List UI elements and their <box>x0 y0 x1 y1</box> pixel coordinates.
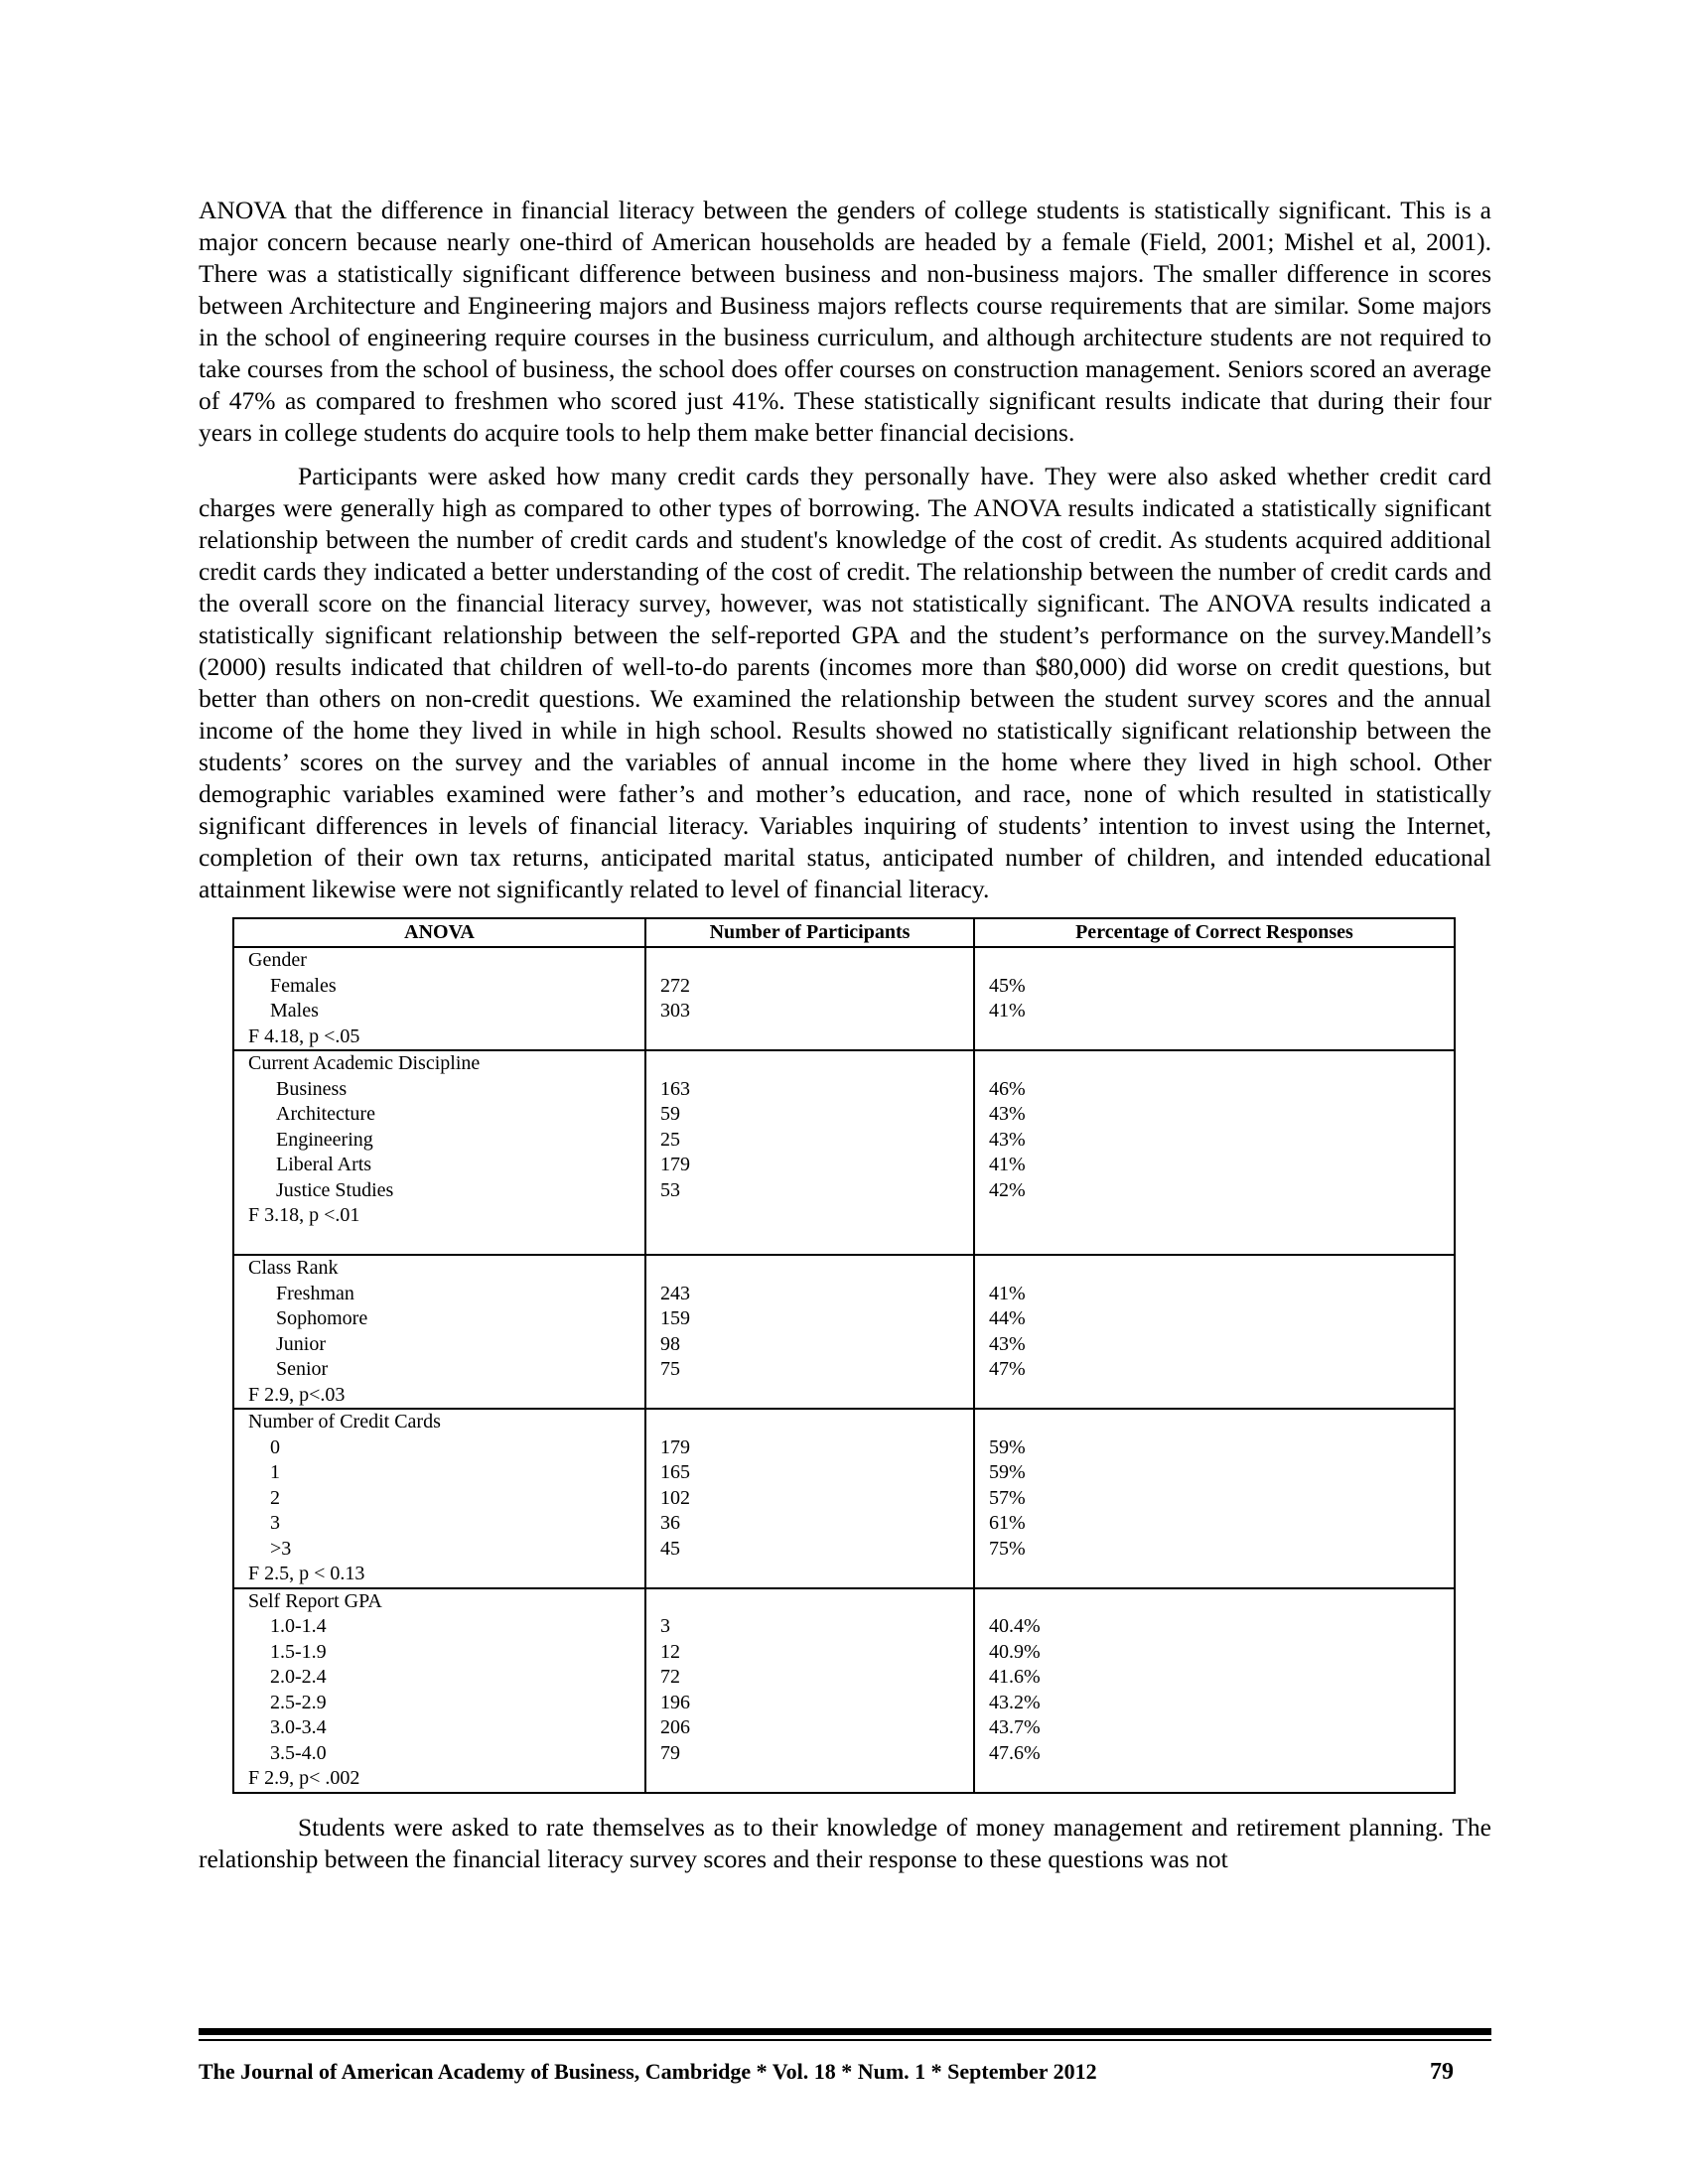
row-percentage: 43% <box>988 1332 1026 1355</box>
row-count: 72 <box>660 1666 681 1688</box>
row-label: 3 <box>270 1512 280 1534</box>
page-body <box>199 195 1491 1887</box>
group-title: Gender <box>248 949 307 971</box>
table-group-discipline <box>233 1050 1455 1255</box>
header-participants: Number of Participants <box>645 918 974 947</box>
table-group-gpa <box>233 1588 1455 1793</box>
header-percentage: Percentage of Correct Responses <box>974 918 1455 947</box>
row-percentage: 47% <box>988 1358 1026 1380</box>
row-percentage: 43.2% <box>988 1691 1041 1713</box>
row-label: Sophomore <box>276 1307 368 1329</box>
row-percentage: 57% <box>988 1486 1026 1509</box>
row-label: Females <box>270 974 337 997</box>
row-percentage: 43.7% <box>988 1716 1041 1738</box>
row-percentage: 40.4% <box>988 1615 1041 1637</box>
row-percentage: 61% <box>988 1512 1026 1534</box>
group-stat: F 2.5, p < 0.13 <box>248 1563 365 1584</box>
row-label: Justice Studies <box>276 1178 394 1201</box>
table-group-class-rank <box>233 1255 1455 1409</box>
row-count: 102 <box>660 1486 691 1509</box>
group-stat: F 2.9, p< .002 <box>248 1767 360 1789</box>
group-title: Current Academic Discipline <box>248 1052 481 1074</box>
row-count: 59 <box>660 1103 681 1125</box>
row-count: 25 <box>660 1128 681 1151</box>
row-count: 36 <box>660 1512 681 1534</box>
row-count: 163 <box>660 1077 691 1100</box>
row-label: 2 <box>270 1486 280 1509</box>
row-count: 206 <box>660 1716 691 1738</box>
row-label: Males <box>270 1000 319 1022</box>
row-count: 179 <box>660 1154 691 1175</box>
row-percentage: 59% <box>988 1435 1026 1458</box>
page-number: 79 <box>1430 2059 1454 2085</box>
row-count: 179 <box>660 1435 691 1458</box>
paragraph-credit-cards: Participants were asked how many credit cards they personally have. They were also asked whether credit card charges were generally high as compared to other types of borrowing. The ANOVA results indicated a statistically significant relationship between the number of credit cards and student's knowledge of the cost of credit. As students acquired additional credit cards they indicated a better understanding of the cost of credit. The relationship between the number of credit cards and the overall score on the financial literacy survey, however, was not statistically significant. The ANOVA results indicated a statistically significant relationship between the self-reported GPA and the student’s performance on the survey.Mandell’s (2000) results indicated that children of well-to-do parents (incomes more than $80,000) did worse on credit questions, but better than others on non-credit questions. We examined the relationship between the student survey scores and the annual income of the home they lived in while in high school. Results showed no statistically significant relationship between the students’ scores on the survey and the variables of annual income in the home where they lived in high school. Other demographic variables examined were father’s and mother’s education, and race, none of which resulted in statistically significant differences in levels of financial literacy. Variables inquiring of students’ intention to invest using the Internet, completion of their own tax returns, anticipated marital status, anticipated number of children, and intended educational attainment likewise were not significantly related to level of financial literacy. <box>199 462 1491 903</box>
header-anova: ANOVA <box>233 918 645 947</box>
row-count: 3 <box>660 1615 671 1637</box>
row-percentage: 59% <box>988 1461 1026 1483</box>
row-percentage: 46% <box>988 1077 1026 1100</box>
row-label: 3.0-3.4 <box>270 1716 327 1738</box>
row-label: 1 <box>270 1461 280 1483</box>
table-header-row <box>233 918 1455 947</box>
row-count: 196 <box>660 1691 691 1713</box>
row-count: 12 <box>660 1640 681 1663</box>
row-count: 272 <box>660 974 691 997</box>
row-label: 3.5-4.0 <box>270 1741 327 1764</box>
row-percentage: 47.6% <box>988 1741 1041 1764</box>
row-percentage: 41% <box>988 1000 1026 1022</box>
group-title: Class Rank <box>248 1257 339 1279</box>
row-count: 303 <box>660 1000 691 1022</box>
row-percentage: 41% <box>988 1154 1026 1175</box>
row-label: Engineering <box>276 1128 373 1151</box>
group-stat: F 2.9, p<.03 <box>248 1383 346 1406</box>
row-label: Liberal Arts <box>276 1154 372 1175</box>
row-label: >3 <box>270 1537 292 1560</box>
row-count: 45 <box>660 1537 681 1560</box>
row-count: 79 <box>660 1741 681 1764</box>
row-label: Architecture <box>276 1103 375 1125</box>
journal-citation: The Journal of American Academy of Business, Cambridge * Vol. 18 * Num. 1 * September 2012 <box>199 2059 1097 2084</box>
row-label: Junior <box>276 1332 326 1355</box>
group-title: Self Report GPA <box>248 1589 382 1612</box>
row-count: 159 <box>660 1307 691 1329</box>
row-label: 0 <box>270 1435 280 1458</box>
table-group-gender <box>233 947 1455 1050</box>
row-count: 98 <box>660 1332 681 1355</box>
row-label: Senior <box>276 1358 329 1380</box>
footer-rule-thin <box>199 2039 1491 2041</box>
row-percentage: 43% <box>988 1128 1026 1151</box>
row-count: 165 <box>660 1461 691 1483</box>
paragraph-self-rating: Students were asked to rate themselves as to their knowledge of money management and retirement planning. The relationship between the financial literacy survey scores and their response to these questions was not <box>199 1812 1491 1873</box>
group-title: Number of Credit Cards <box>248 1411 441 1433</box>
row-percentage: 43% <box>988 1103 1026 1125</box>
row-percentage: 42% <box>988 1178 1026 1201</box>
row-label: Freshman <box>276 1282 354 1304</box>
row-label: 1.0-1.4 <box>270 1615 327 1637</box>
group-stat: F 4.18, p <.05 <box>248 1024 360 1047</box>
row-percentage: 44% <box>988 1307 1026 1329</box>
row-count: 53 <box>660 1178 681 1201</box>
row-percentage: 75% <box>988 1537 1026 1560</box>
row-percentage: 45% <box>988 974 1026 997</box>
row-count: 243 <box>660 1282 691 1304</box>
footer-rule-thick <box>199 2028 1491 2035</box>
row-label: 2.0-2.4 <box>270 1666 327 1688</box>
table-group-credit-cards <box>233 1409 1455 1588</box>
row-percentage: 41.6% <box>988 1666 1041 1688</box>
row-label: 1.5-1.9 <box>270 1640 327 1663</box>
row-count: 75 <box>660 1358 681 1380</box>
row-label: 2.5-2.9 <box>270 1691 327 1713</box>
row-percentage: 40.9% <box>988 1640 1041 1663</box>
row-percentage: 41% <box>988 1282 1026 1304</box>
group-stat: F 3.18, p <.01 <box>248 1204 360 1226</box>
paragraph-anova-gender: ANOVA that the difference in financial literacy between the genders of college students is statistically significant. This is a major concern because nearly one-third of American households are headed by a female (Field, 2001; Mishel et al, 2001). There was a statistically significant difference between business and non-business majors. The smaller difference in scores between Architecture and Engineering majors and Business majors reflects course requirements that are similar. Some majors in the school of engineering require courses in the business curriculum, and although architecture students are not required to take courses from the school of business, the school does offer courses on construction management. Seniors scored an average of 47% as compared to freshmen who scored just 41%. These statistically significant results indicate that during their four years in college students do acquire tools to help them make better financial decisions. <box>199 196 1491 447</box>
row-label: Business <box>276 1077 348 1100</box>
anova-table <box>232 917 1456 1794</box>
